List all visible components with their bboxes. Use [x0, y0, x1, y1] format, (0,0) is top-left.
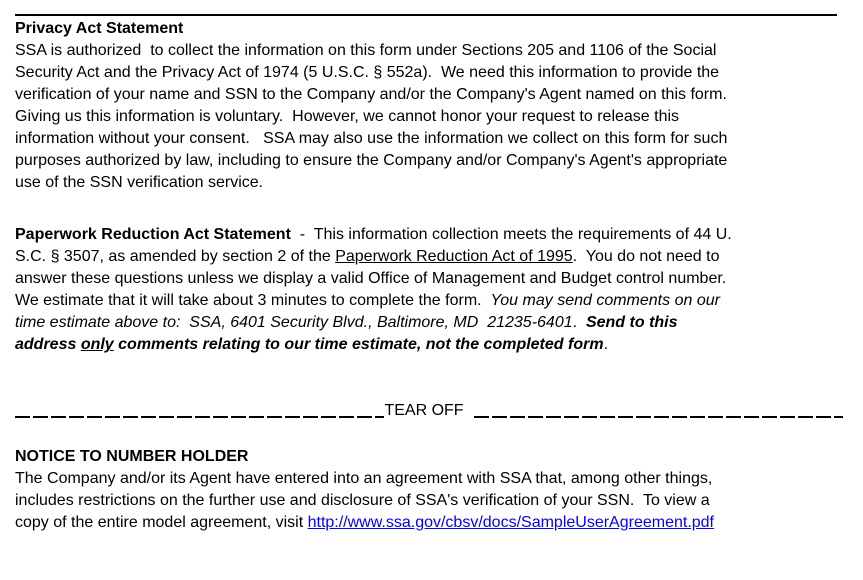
text-line [15, 312, 843, 334]
tear-off-label: TEAR OFF [384, 402, 464, 419]
text-line [15, 150, 843, 172]
text-run: Paperwork Reduction Act Statement [15, 226, 291, 243]
sample-user-agreement-link[interactable]: http://www.ssa.gov/cbsv/docs/SampleUserAgreement.pdf [307, 514, 714, 531]
text-line [15, 40, 843, 62]
privacy-act-heading: Privacy Act Statement [15, 20, 184, 37]
text-run: Giving us this information is voluntary. However, we cannot honor your request to release this [15, 108, 680, 125]
notice-body [15, 468, 843, 534]
text-run: . [572, 314, 586, 331]
text-line [15, 128, 843, 150]
text-line [15, 106, 843, 128]
paperwork-reduction-body [15, 224, 843, 356]
text-run: SSA is authorized to collect the information on this form under Sections 205 and 1106 of the Social [15, 42, 717, 59]
text-line [15, 290, 843, 312]
text-run: information without your consent. SSA may also use the information we collect on this form for such [15, 130, 728, 147]
tear-off-row [15, 400, 843, 422]
text-line [15, 172, 843, 194]
paperwork-reduction-section [15, 224, 843, 356]
tear-line-left [15, 416, 384, 418]
text-run: address [15, 336, 81, 353]
text-run: S.C. § 3507, as amended by section 2 of the [15, 248, 336, 265]
text-run: The Company and/or its Agent have entered into an agreement with SSA that, among other things, [15, 470, 713, 487]
text-run: use of the SSN verification service. [15, 174, 264, 191]
text-line [15, 512, 843, 534]
text-run: Paperwork Reduction Act of 1995 [335, 248, 573, 265]
text-run: . [603, 336, 609, 353]
text-run: . You do not need to [572, 248, 720, 265]
text-run: You may send comments on our [490, 292, 720, 309]
text-run: comments relating to our time estimate, not the completed form [113, 336, 604, 353]
text-line [15, 246, 843, 268]
text-line [15, 268, 843, 290]
text-run: time estimate above to: SSA, 6401 Security Blvd., Baltimore, MD 21235-6401 [15, 314, 573, 331]
text-line [15, 62, 843, 84]
text-run: purposes authorized by law, including to ensure the Company and/or Company's Agent's appropriate [15, 152, 728, 169]
notice-to-number-holder-section [15, 446, 843, 534]
privacy-act-body [15, 40, 843, 194]
text-run: Send to this [585, 314, 678, 331]
text-run: Security Act and the Privacy Act of 1974 (5 U.S.C. § 552a). We need this information to provide the [15, 64, 720, 81]
privacy-act-section [15, 18, 843, 194]
notice-heading: NOTICE TO NUMBER HOLDER [15, 448, 249, 465]
text-line [15, 334, 843, 356]
text-run: We estimate that it will take about 3 minutes to complete the form. [15, 292, 491, 309]
text-run: copy of the entire model agreement, visit [15, 514, 308, 531]
text-run: - This information collection meets the requirements of 44 U. [290, 226, 732, 243]
text-run: verification of your name and SSN to the Company and/or the Company's Agent named on this form. [15, 86, 727, 103]
text-line [15, 84, 843, 106]
text-run: includes restrictions on the further use and disclosure of SSA's verification of your SSN. To view a [15, 492, 710, 509]
text-line [15, 224, 843, 246]
top-divider [15, 14, 837, 16]
text-run: only [80, 336, 114, 353]
text-run: answer these questions unless we display a valid Office of Management and Budget control number. [15, 270, 727, 287]
text-line [15, 490, 843, 512]
tear-line-right [474, 416, 843, 418]
text-line [15, 468, 843, 490]
